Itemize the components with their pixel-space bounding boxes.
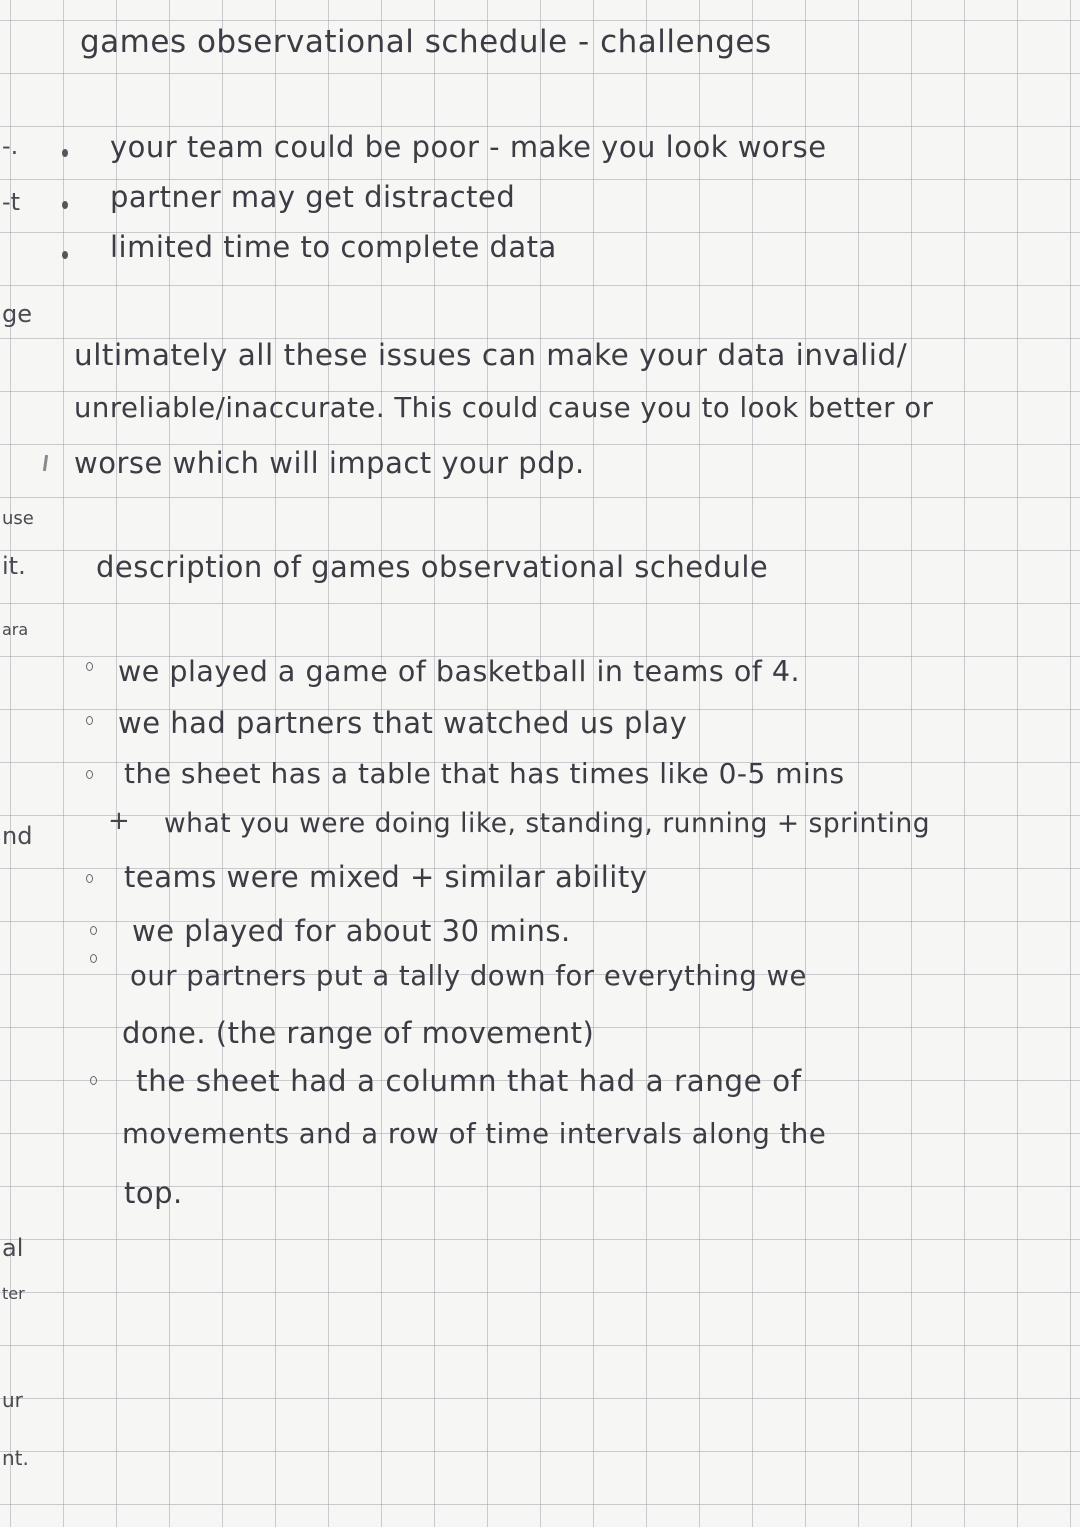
margin-fragment: al [2,1234,24,1262]
bullet-icon [90,1076,97,1085]
margin-fragment: use [2,508,34,529]
description-item: we played for about 30 mins. [132,914,571,948]
description-item: teams were mixed + similar ability [124,860,648,894]
section-heading: description of games observational schedule [96,550,769,584]
margin-fragment: ter [2,1284,25,1303]
bullet-icon [86,874,93,883]
margin-fragment: nt. [2,1446,29,1470]
description-item: top. [124,1176,183,1210]
bullet-icon [62,149,68,157]
bullet-icon [90,954,97,963]
paragraph-line: unreliable/inaccurate. This could cause you to look better or [74,392,934,424]
challenge-item: your team could be poor - make you look worse [110,130,827,164]
description-item: movements and a row of time intervals along the [122,1118,827,1150]
margin-fragment: it. [2,552,26,580]
page-title: games observational schedule - challenges [80,24,772,60]
margin-fragment: -. [2,132,19,160]
bullet-icon [90,926,97,935]
pen-mark [43,455,48,471]
bullet-icon [86,716,93,725]
margin-fragment: -t [2,188,21,216]
description-item: we played a game of basketball in teams of 4. [118,655,801,688]
description-item: our partners put a tally down for everything we [130,960,807,992]
bullet-icon [62,201,68,209]
margin-fragment: nd [2,822,33,850]
description-item: the sheet has a table that has times like 0-5 mins [124,757,845,790]
margin-fragment: ur [2,1388,23,1412]
margin-fragment: ara [2,620,29,639]
plus-mark: + [108,806,130,836]
description-item: done. (the range of movement) [122,1016,595,1050]
challenge-item: partner may get distracted [110,180,516,214]
description-item: what you were doing like, standing, running + sprinting [164,808,931,839]
bullet-icon [86,770,93,779]
description-item: we had partners that watched us play [118,706,688,740]
bullet-icon [62,251,68,259]
challenge-item: limited time to complete data [110,230,557,264]
margin-fragment: ge [2,300,32,328]
bullet-icon [86,662,93,671]
paragraph-line: worse which will impact your pdp. [74,446,585,480]
paragraph-line: ultimately all these issues can make your data invalid/ [74,338,908,372]
description-item: the sheet had a column that had a range of [136,1064,802,1098]
